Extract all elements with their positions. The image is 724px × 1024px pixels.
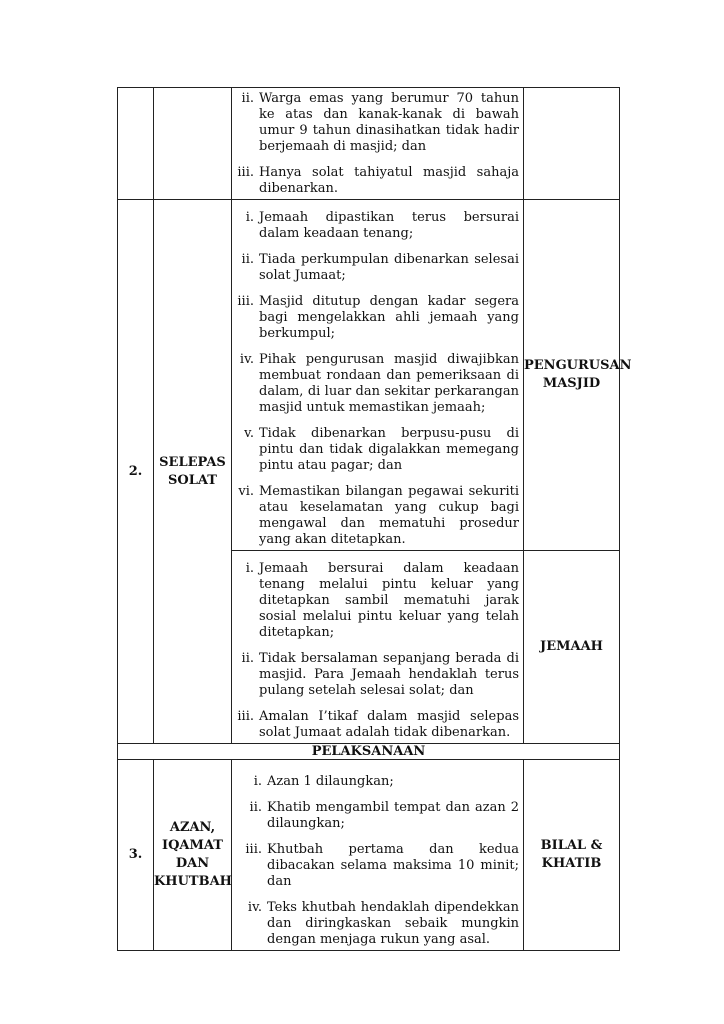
section-heading-row xyxy=(118,744,620,760)
item-marker: vi. xyxy=(238,484,254,499)
item-marker: ii. xyxy=(241,651,254,666)
responsible-party: BILAL & KHATIB xyxy=(524,760,620,951)
list-item xyxy=(236,426,519,474)
item-text: Tidak dibenarkan berpusu-pusu di pintu dan tidak digalakkan memegang pintu atau pagar; dan xyxy=(259,426,519,473)
responsible-party: PENGURUSAN MASJID xyxy=(524,200,620,551)
row-number: 2. xyxy=(118,200,154,744)
section-heading: PELAKSANAAN xyxy=(118,744,620,760)
item-marker: v. xyxy=(244,426,254,441)
items-cell xyxy=(232,200,524,551)
list-item xyxy=(236,800,519,832)
item-text: Jemaah dipastikan terus bersurai dalam keadaan tenang; xyxy=(259,210,519,241)
item-marker: i. xyxy=(245,210,254,225)
row-label: AZAN, IQAMAT DAN KHUTBAH xyxy=(154,760,232,951)
table-row-azan xyxy=(118,760,620,951)
list-item xyxy=(236,774,519,790)
item-list xyxy=(232,200,523,550)
label-cell-empty xyxy=(154,88,232,200)
item-marker: i. xyxy=(253,774,262,789)
list-item xyxy=(236,561,519,641)
table-row-continuation xyxy=(118,88,620,200)
item-text: Memastikan bilangan pegawai sekuriti atau keselamatan yang cukup bagi mengawal dan mematuhi prosedur yang akan ditetapkan. xyxy=(259,484,519,547)
row-number: 3. xyxy=(118,760,154,951)
item-text: Jemaah bersurai dalam keadaan tenang melalui pintu keluar yang ditetapkan sambil mematuhi jarak sosial melalui pintu keluar yang telah ditetapkan; xyxy=(259,561,519,640)
item-text: Masjid ditutup dengan kadar segera bagi mengelakkan ahli jemaah yang berkumpul; xyxy=(259,294,519,341)
item-text: Tidak bersalaman sepanjang berada di masjid. Para Jemaah hendaklah terus pulang setelah selesai solat; dan xyxy=(259,651,519,698)
item-list xyxy=(232,551,523,743)
list-item xyxy=(236,484,519,548)
list-item xyxy=(236,91,519,155)
item-text: Khatib mengambil tempat dan azan 2 dilaungkan; xyxy=(267,800,519,831)
item-text: Tiada perkumpulan dibenarkan selesai solat Jumaat; xyxy=(259,252,519,283)
list-item xyxy=(236,252,519,284)
items-cell xyxy=(232,88,524,200)
item-text: Pihak pengurusan masjid diwajibkan membuat rondaan dan pemeriksaan di dalam, di luar dan sekitar perkarangan masjid untuk memastikan jemaah; xyxy=(259,352,519,415)
number-cell-empty xyxy=(118,88,154,200)
item-marker: ii. xyxy=(241,252,254,267)
item-text: Hanya solat tahiyatul masjid sahaja dibenarkan. xyxy=(259,165,519,196)
item-marker: iii. xyxy=(237,294,254,309)
list-item xyxy=(236,651,519,699)
list-item xyxy=(236,842,519,890)
row-label: SELEPAS SOLAT xyxy=(154,200,232,744)
item-marker: ii. xyxy=(241,91,254,106)
list-item xyxy=(236,709,519,741)
item-marker: i. xyxy=(245,561,254,576)
list-item xyxy=(236,165,519,197)
item-marker: iii. xyxy=(245,842,262,857)
responsible-party: JEMAAH xyxy=(524,551,620,744)
item-marker: iii. xyxy=(237,165,254,180)
item-marker: iii. xyxy=(237,709,254,724)
list-item xyxy=(236,210,519,242)
list-item xyxy=(236,352,519,416)
table-row-selepas-solat xyxy=(118,200,620,551)
item-marker: iv. xyxy=(239,352,254,367)
responsible-cell-empty xyxy=(524,88,620,200)
item-text: Khutbah pertama dan kedua dibacakan selama maksima 10 minit; dan xyxy=(267,842,519,889)
item-text: Azan 1 dilaungkan; xyxy=(267,774,394,789)
item-marker: iv. xyxy=(247,900,262,915)
item-text: Warga emas yang berumur 70 tahun ke atas dan kanak-kanak di bawah umur 9 tahun dinasihatkan tidak hadir berjemaah di masjid; dan xyxy=(259,91,519,154)
procedure-table xyxy=(117,87,632,951)
list-item xyxy=(236,900,519,948)
items-cell xyxy=(232,551,524,744)
item-list xyxy=(232,760,523,950)
item-text: Teks khutbah hendaklah dipendekkan dan diringkaskan sebaik mungkin dengan menjaga rukun yang asal. xyxy=(267,900,519,947)
item-marker: ii. xyxy=(249,800,262,815)
item-text: Amalan I’tikaf dalam masjid selepas solat Jumaat adalah tidak dibenarkan. xyxy=(259,709,519,740)
items-cell xyxy=(232,760,524,951)
list-item xyxy=(236,294,519,342)
item-list xyxy=(232,88,523,199)
